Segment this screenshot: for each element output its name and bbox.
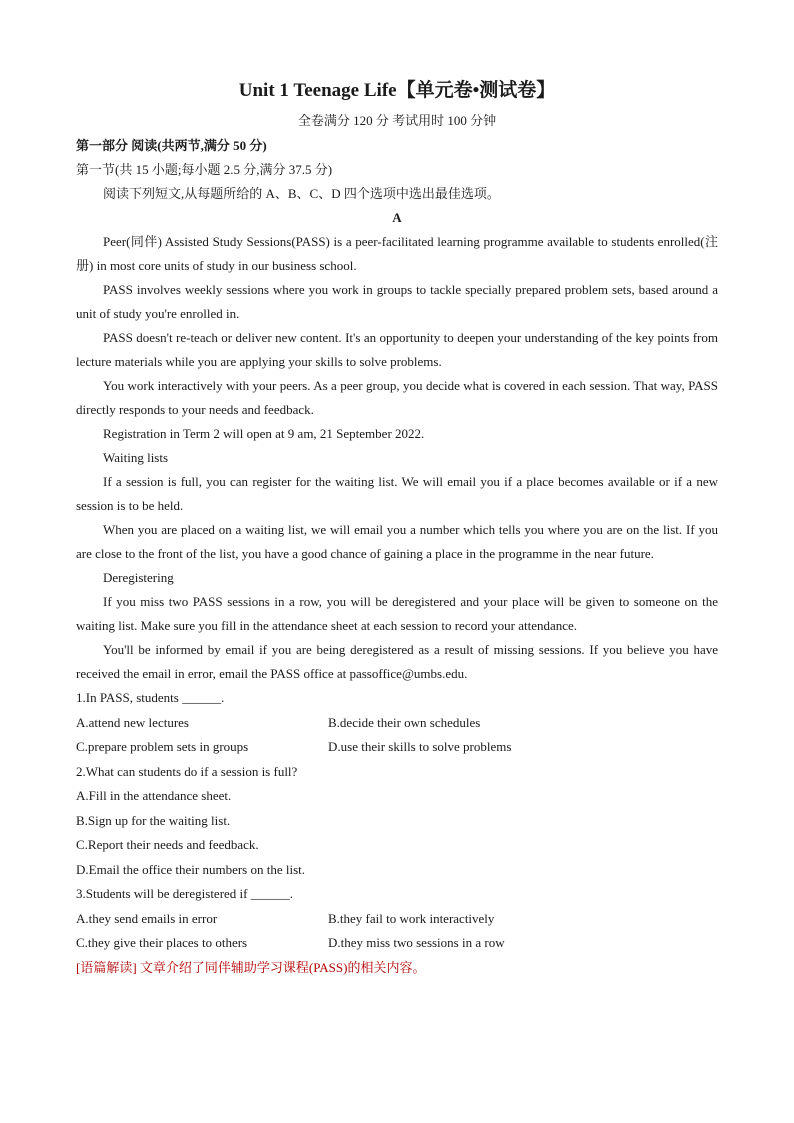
question-stem: 3.Students will be deregistered if ______. <box>76 886 293 901</box>
option-c[interactable]: C.they give their places to others <box>76 935 248 950</box>
passage <box>76 230 718 686</box>
subheading-deregistering: Deregistering <box>103 570 174 585</box>
paragraph: PASS doesn't re-teach or deliver new content. It's an opportunity to deepen your understanding of the key points from lecture materials while you are applying your skills to solve problems. <box>76 330 718 369</box>
section-heading: 第一节(共 15 小题;每小题 2.5 分,满分 37.5 分) <box>76 162 333 177</box>
option-d[interactable]: D.use their skills to solve problems <box>328 739 512 754</box>
paragraph: If a session is full, you can register for the waiting list. We will email you if a place becomes available or if a new session is to be held. <box>76 474 718 513</box>
paragraph: Peer(同伴) Assisted Study Sessions(PASS) is a peer-facilitated learning programme available to students enrolled(注册) in most core units of study in our business school. <box>76 234 718 273</box>
option-d[interactable]: D.they miss two sessions in a row <box>328 935 505 950</box>
passage-label: A <box>392 210 402 225</box>
question-1 <box>76 686 718 760</box>
question-stem: 2.What can students do if a session is full? <box>76 763 298 779</box>
question-2 <box>76 760 718 883</box>
option-a[interactable]: A.attend new lectures <box>76 714 189 730</box>
instruction: 阅读下列短文,从每题所给的 A、B、C、D 四个选项中选出最佳选项。 <box>103 186 500 201</box>
paragraph: If you miss two PASS sessions in a row, you will be deregistered and your place will be given to someone on the waiting list. Make sure you fill in the attendance sheet at each session to record your attendance. <box>76 594 718 633</box>
paragraph: You work interactively with your peers. As a peer group, you decide what is covered in each session. That way, PASS directly responds to your needs and feedback. <box>76 378 718 417</box>
option-a[interactable]: A.Fill in the attendance sheet. <box>76 788 232 803</box>
question-3 <box>76 882 718 956</box>
subheading-waiting-lists: Waiting lists <box>103 450 169 465</box>
paragraph: You'll be informed by email if you are being deregistered as a result of missing sessions. If you believe you have received the email in error, email the PASS office at passoffice@umbs.edu. <box>76 642 718 681</box>
exam-info: 全卷满分 120 分 考试用时 100 分钟 <box>297 113 497 128</box>
page-title: Unit 1 Teenage Life【单元卷•测试卷】 <box>238 80 556 101</box>
option-b[interactable]: B.decide their own schedules <box>328 714 481 730</box>
paragraph: PASS involves weekly sessions where you work in groups to tackle specially prepared problem sets, based around a unit of study you're enrolled in. <box>76 282 718 321</box>
option-b[interactable]: B.they fail to work interactively <box>328 910 495 926</box>
option-c[interactable]: C.prepare problem sets in groups <box>76 739 249 754</box>
paragraph: Registration in Term 2 will open at 9 am, 21 September 2022. <box>103 426 425 441</box>
passage-analysis: [语篇解读] 文章介绍了同伴辅助学习课程(PASS)的相关内容。 <box>76 959 426 975</box>
option-c[interactable]: C.Report their needs and feedback. <box>76 837 259 852</box>
option-a[interactable]: A.they send emails in error <box>76 910 218 926</box>
option-d[interactable]: D.Email the office their numbers on the list. <box>76 861 306 877</box>
option-b[interactable]: B.Sign up for the waiting list. <box>76 812 231 828</box>
question-stem: 1.In PASS, students ______. <box>76 690 225 705</box>
paragraph: When you are placed on a waiting list, we will email you a number which tells you where you are on the list. If you are close to the front of the list, you have a good chance of gaining a place in the programme in the near future. <box>76 522 718 561</box>
part-heading: 第一部分 阅读(共两节,满分 50 分) <box>76 138 267 153</box>
